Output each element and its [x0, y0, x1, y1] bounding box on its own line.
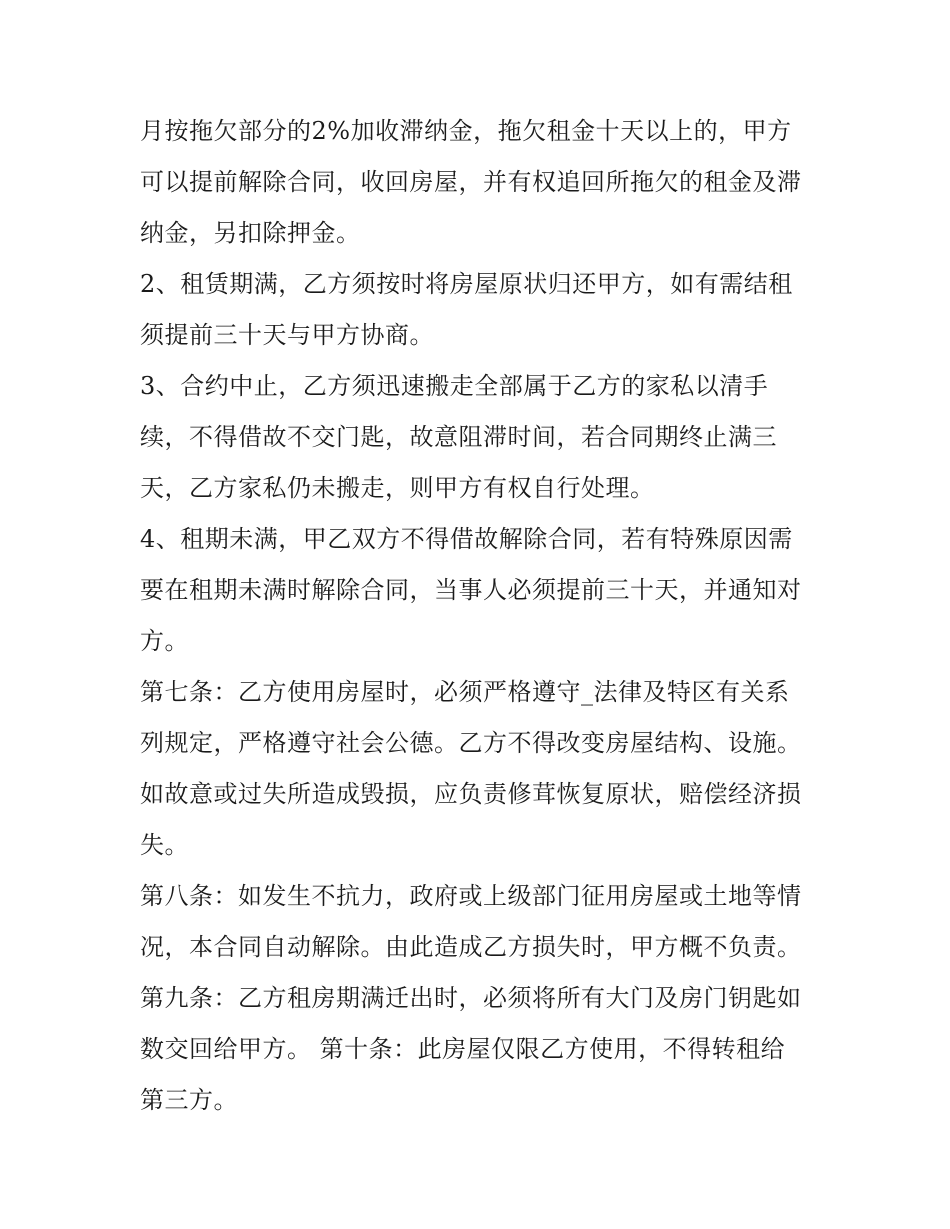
text-line: 况，本合同自动解除。由此造成乙方损失时，甲方概不负责。 — [140, 933, 802, 961]
text-line: 第八条：如发生不抗力，政府或上级部门征用房屋或土地等情 — [140, 882, 802, 910]
text-line: 要在租期未满时解除合同，当事人必须提前三十天，并通知对 — [140, 576, 802, 604]
text-line: 续，不得借故不交门匙，故意阻滞时间，若合同期终止满三 — [140, 423, 777, 451]
text-line: 3、合约中止，乙方须迅速搬走全部属于乙方的家私以清手 — [140, 372, 769, 400]
text-line: 第七条：乙方使用房屋时，必须严格遵守_法律及特区有关系 — [140, 678, 790, 706]
text-line: 数交回给甲方。 第十条：此房屋仅限乙方使用，不得转租给 — [140, 1035, 786, 1063]
text-line: 如故意或过失所造成毁损，应负责修茸恢复原状，赔偿经济损 — [140, 780, 802, 808]
document-body — [140, 106, 830, 1126]
text-line: 2、租赁期满，乙方须按时将房屋原状归还甲方，如有需结租 — [140, 270, 793, 298]
text-line: 第三方。 — [140, 1086, 238, 1114]
text-line: 可以提前解除合同，收回房屋，并有权追回所拖欠的租金及滞 — [140, 168, 802, 196]
text-line: 第九条：乙方租房期满迁出时，必须将所有大门及房门钥匙如 — [140, 984, 802, 1012]
text-line: 方。 — [140, 627, 189, 655]
text-line: 列规定，严格遵守社会公德。乙方不得改变房屋结构、设施。 — [140, 729, 802, 757]
text-line: 须提前三十天与甲方协商。 — [140, 321, 434, 349]
text-line: 4、租期未满，甲乙双方不得借故解除合同，若有特殊原因需 — [140, 525, 793, 553]
text-line: 纳金，另扣除押金。 — [140, 219, 361, 247]
text-line: 天，乙方家私仍未搬走，则甲方有权自行处理。 — [140, 474, 655, 502]
text-line: 失。 — [140, 831, 189, 859]
text-line: 月按拖欠部分的2%加收滞纳金，拖欠租金十天以上的，甲方 — [140, 117, 792, 145]
